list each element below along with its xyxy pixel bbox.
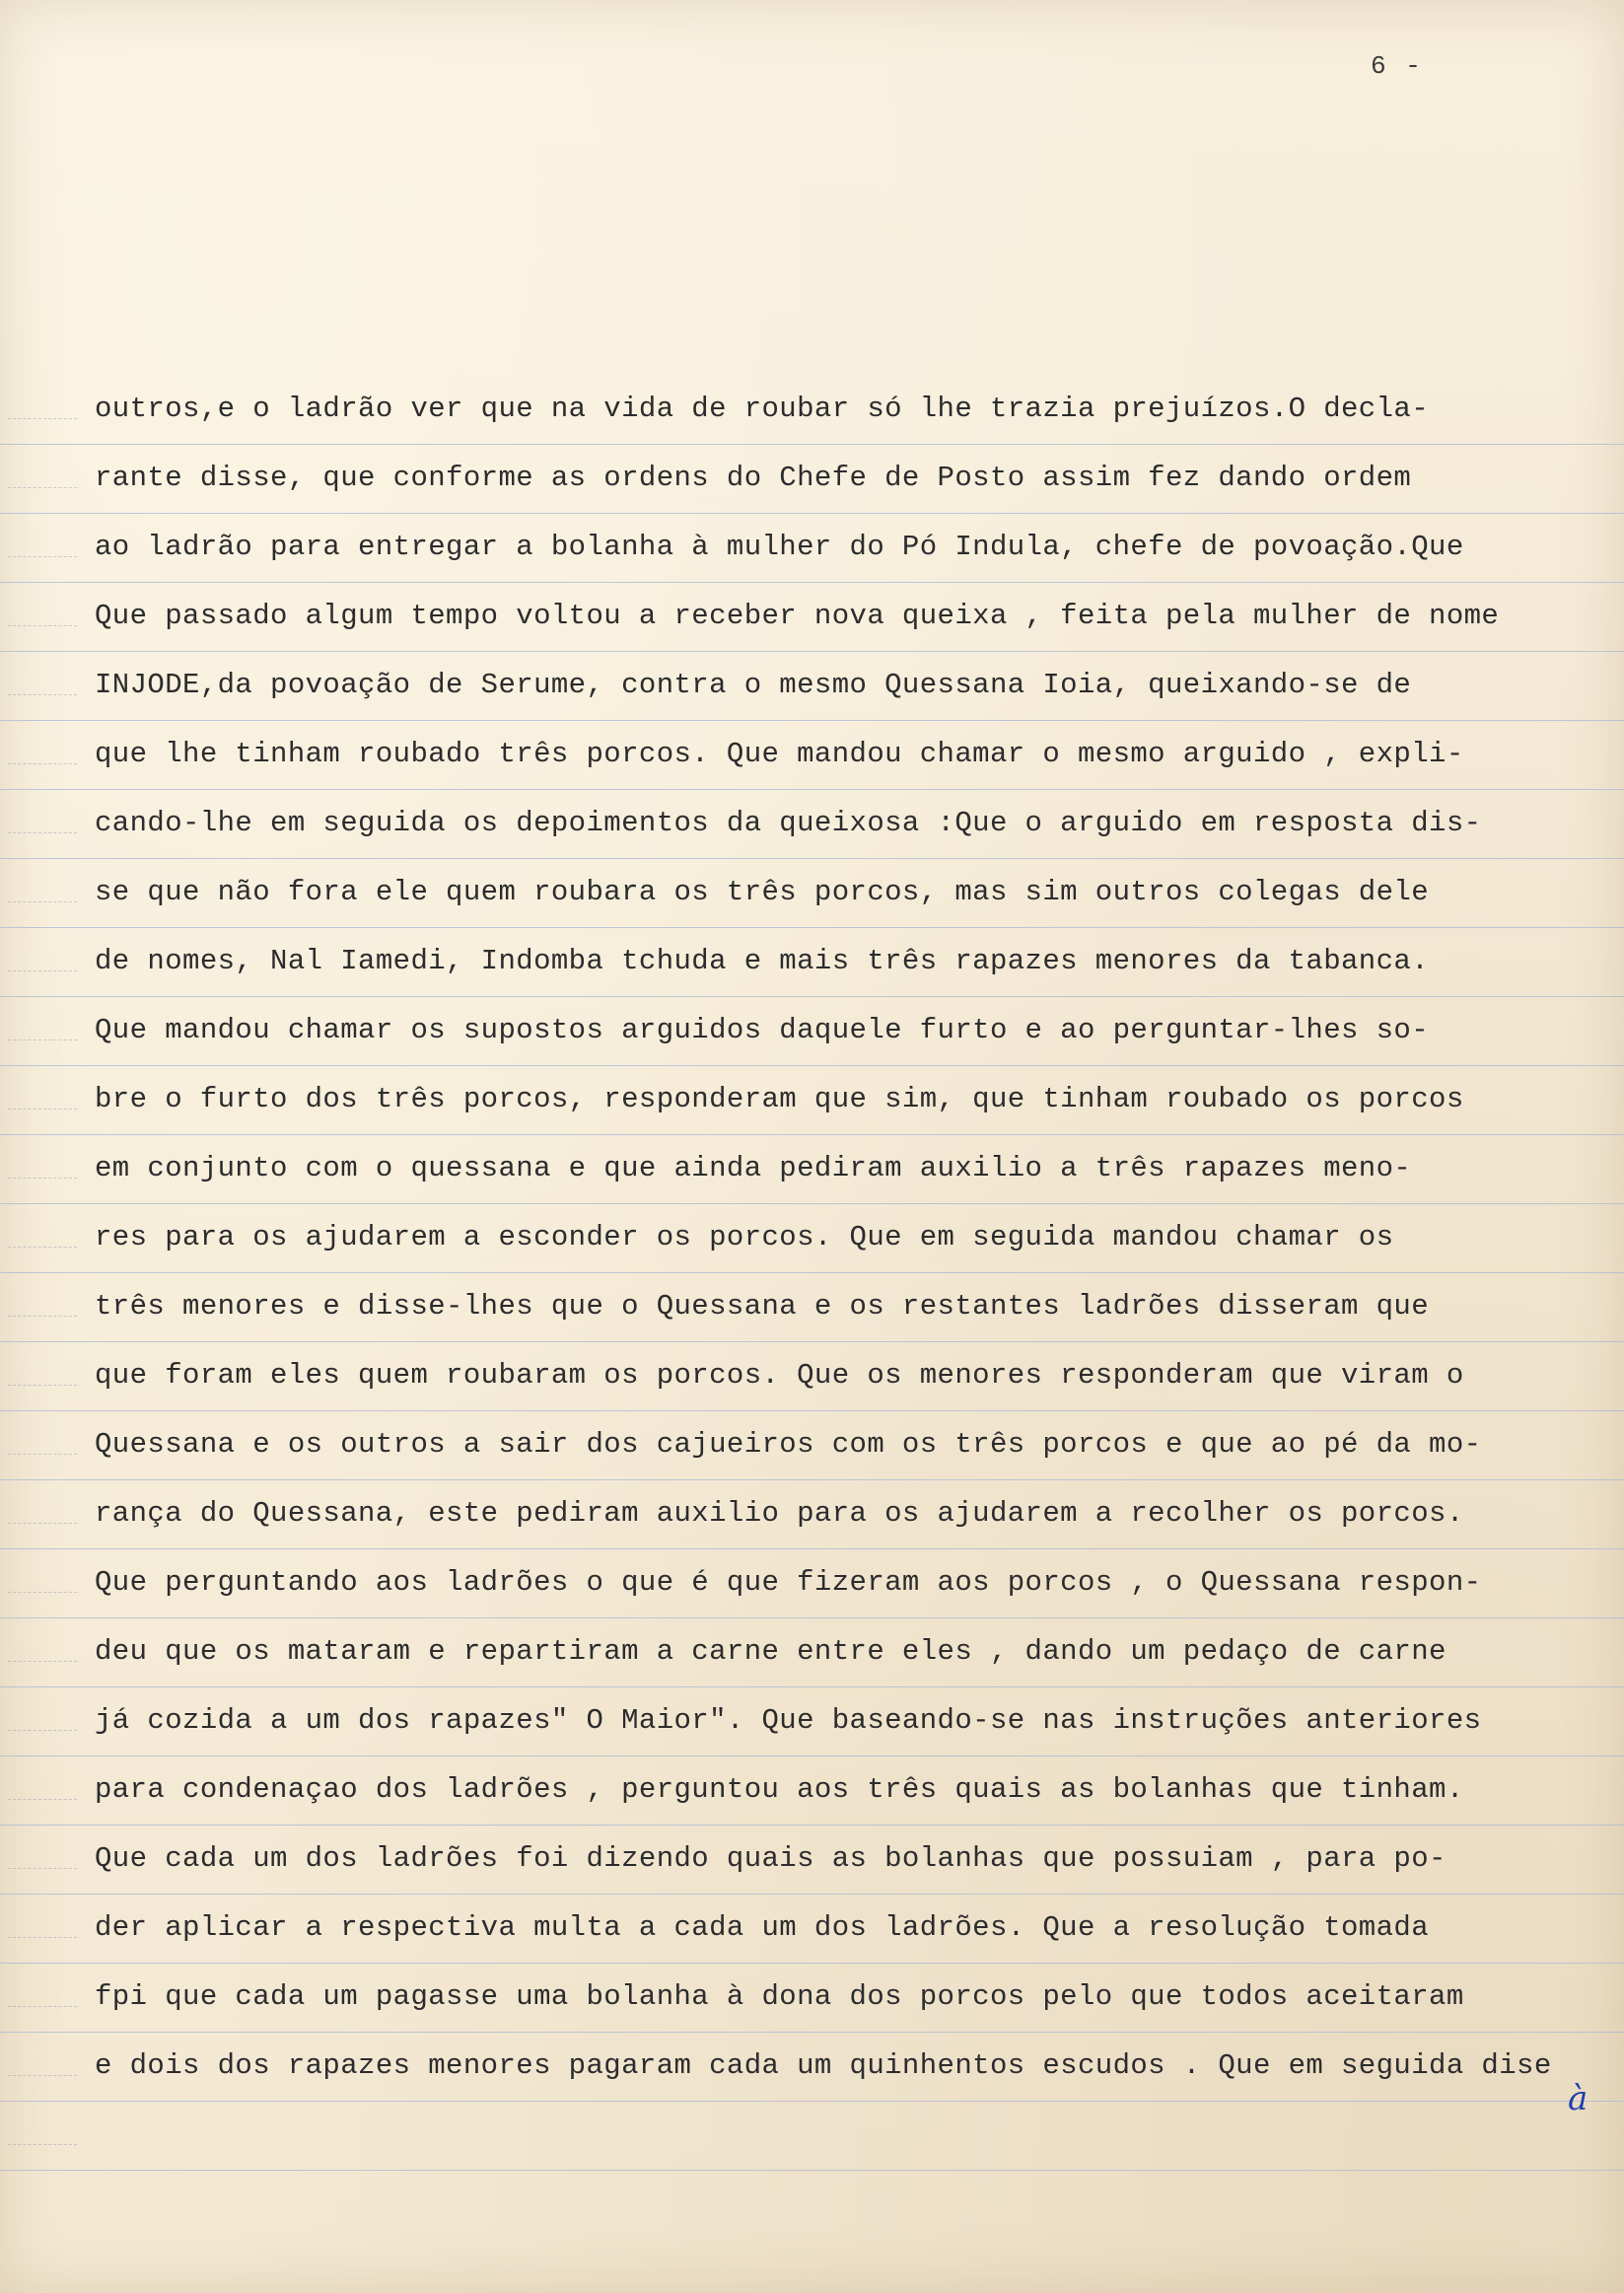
text-line: que foram eles quem roubaram os porcos. Que os menores responderam que viram o — [95, 1359, 1464, 1392]
margin-mark — [8, 2075, 77, 2076]
ruled-line — [0, 1065, 1624, 1066]
text-line: que lhe tinham roubado três porcos. Que mandou chamar o mesmo arguido , expli- — [95, 738, 1464, 770]
text-line: Que cada um dos ladrões foi dizendo quais as bolanhas que possuiam , para po- — [95, 1842, 1447, 1875]
text-line: e dois dos rapazes menores pagaram cada um quinhentos escudos . Que em seguida dise — [95, 2049, 1552, 2082]
text-line: para condenaçao dos ladrões , perguntou aos três quais as bolanhas que tinham. — [95, 1773, 1464, 1806]
ruled-line — [0, 1410, 1624, 1411]
ruled-line — [0, 582, 1624, 583]
margin-mark — [8, 694, 77, 695]
ruled-line — [0, 789, 1624, 790]
text-line: já cozida a um dos rapazes" O Maior". Que baseando-se nas instruções anteriores — [95, 1704, 1482, 1737]
handwritten-annotation: à — [1568, 2079, 1589, 2118]
margin-mark — [8, 1316, 77, 1317]
ruled-line — [0, 444, 1624, 445]
margin-mark — [8, 625, 77, 626]
ruled-line — [0, 1341, 1624, 1342]
text-line: der aplicar a respectiva multa a cada um dos ladrões. Que a resolução tomada — [95, 1911, 1430, 1944]
margin-mark — [8, 1661, 77, 1662]
ruled-line — [0, 513, 1624, 514]
ruled-line — [0, 1894, 1624, 1895]
margin-mark — [8, 1523, 77, 1524]
text-line: Que passado algum tempo voltou a receber nova queixa , feita pela mulher de nome — [95, 600, 1500, 632]
text-line: fpi que cada um pagasse uma bolanha à dona dos porcos pelo que todos aceitaram — [95, 1980, 1464, 2013]
ruled-line — [0, 1272, 1624, 1273]
ruled-line — [0, 927, 1624, 928]
text-line: de nomes, Nal Iamedi, Indomba tchuda e mais três rapazes menores da tabanca. — [95, 945, 1430, 977]
margin-mark — [8, 1730, 77, 1731]
margin-mark — [8, 1039, 77, 1040]
margin-mark — [8, 1454, 77, 1455]
text-line: se que não fora ele quem roubara os três porcos, mas sim outros colegas dele — [95, 876, 1430, 908]
ruled-line — [0, 1203, 1624, 1204]
ruled-line — [0, 2170, 1624, 2171]
ruled-line — [0, 2032, 1624, 2033]
margin-mark — [8, 1109, 77, 1110]
ruled-line — [0, 720, 1624, 721]
page-number: 6 - — [1371, 51, 1423, 81]
text-line: Que perguntando aos ladrões o que é que fizeram aos porcos , o Quessana respon- — [95, 1566, 1482, 1599]
margin-mark — [8, 1592, 77, 1593]
margin-mark — [8, 1799, 77, 1800]
text-line: cando-lhe em seguida os depoimentos da queixosa :Que o arguido em resposta dis- — [95, 807, 1482, 839]
ruled-line — [0, 996, 1624, 997]
ruled-line — [0, 1479, 1624, 1480]
text-line: outros,e o ladrão ver que na vida de roubar só lhe trazia prejuízos.O decla- — [95, 393, 1430, 425]
margin-mark — [8, 1247, 77, 1248]
text-line: bre o furto dos três porcos, responderam que sim, que tinham roubado os porcos — [95, 1083, 1464, 1115]
margin-mark — [8, 2006, 77, 2007]
text-line: ao ladrão para entregar a bolanha à mulher do Pó Indula, chefe de povoação.Que — [95, 531, 1464, 563]
margin-mark — [8, 970, 77, 971]
margin-mark — [8, 556, 77, 557]
ruled-line — [0, 1825, 1624, 1826]
text-line: res para os ajudarem a esconder os porcos. Que em seguida mandou chamar os — [95, 1221, 1394, 1254]
text-line: em conjunto com o quessana e que ainda pediram auxilio a três rapazes meno- — [95, 1152, 1412, 1184]
margin-mark — [8, 487, 77, 488]
margin-mark — [8, 1178, 77, 1179]
text-line: rante disse, que conforme as ordens do Chefe de Posto assim fez dando ordem — [95, 462, 1412, 494]
text-line: rança do Quessana, este pediram auxilio para os ajudarem a recolher os porcos. — [95, 1497, 1464, 1530]
margin-mark — [8, 1868, 77, 1869]
margin-mark — [8, 763, 77, 764]
text-line: deu que os mataram e repartiram a carne entre eles , dando um pedaço de carne — [95, 1635, 1447, 1668]
text-line: Quessana e os outros a sair dos cajueiros com os três porcos e que ao pé da mo- — [95, 1428, 1482, 1461]
margin-mark — [8, 901, 77, 902]
ruled-line — [0, 651, 1624, 652]
ruled-line — [0, 858, 1624, 859]
text-line: três menores e disse-lhes que o Quessana e os restantes ladrões disseram que — [95, 1290, 1430, 1323]
margin-mark — [8, 418, 77, 419]
text-line: INJODE,da povoação de Serume, contra o mesmo Quessana Ioia, queixando-se de — [95, 669, 1412, 701]
ruled-line — [0, 1134, 1624, 1135]
margin-mark — [8, 1937, 77, 1938]
margin-mark — [8, 1385, 77, 1386]
ruled-line — [0, 1617, 1624, 1618]
ruled-line — [0, 1963, 1624, 1964]
margin-mark — [8, 832, 77, 833]
ruled-line — [0, 1548, 1624, 1549]
margin-mark — [8, 2144, 77, 2145]
ruled-line — [0, 1686, 1624, 1687]
ruled-line — [0, 2101, 1624, 2102]
text-line: Que mandou chamar os supostos arguidos daquele furto e ao perguntar-lhes so- — [95, 1014, 1430, 1046]
